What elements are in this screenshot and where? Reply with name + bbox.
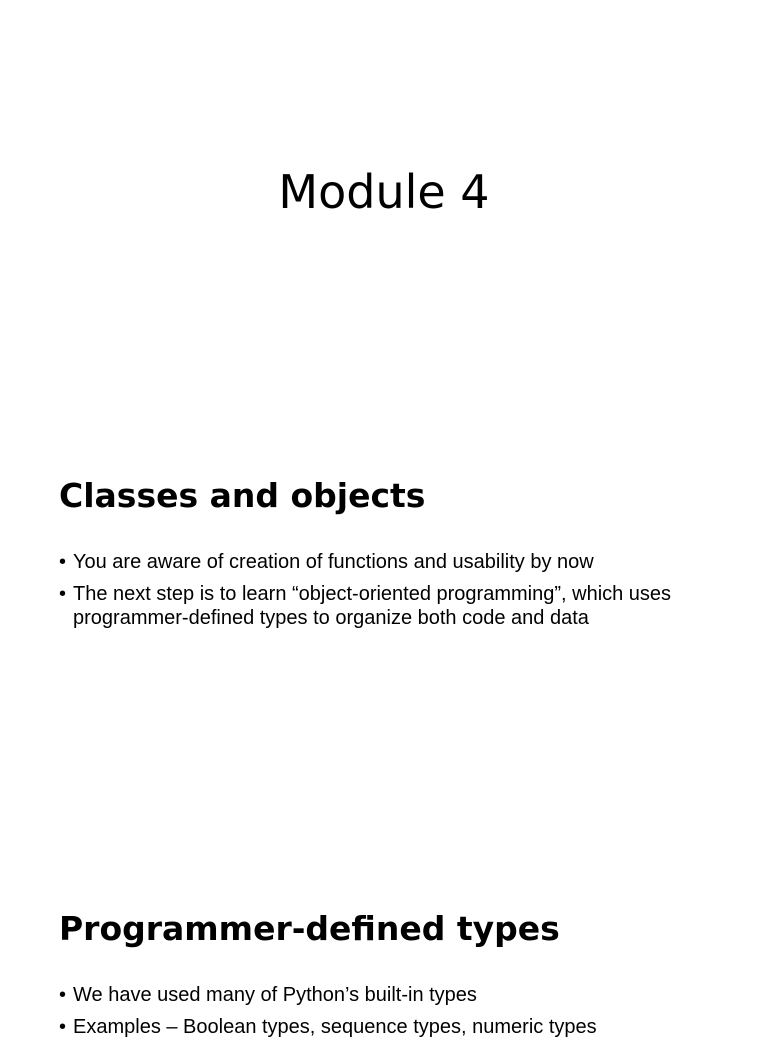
module-title: Module 4 <box>278 165 490 219</box>
list-item <box>59 582 719 630</box>
list-item <box>59 1015 719 1039</box>
classes-objects-bullet-list <box>59 550 719 638</box>
list-item <box>59 550 719 574</box>
bullet-icon: • <box>59 583 67 605</box>
classes-objects-heading: Classes and objects <box>59 476 426 515</box>
programmer-types-heading: Programmer-defined types <box>59 909 560 948</box>
programmer-types-bullet-list <box>59 983 719 1047</box>
bullet-text: We have used many of Python’s built-in types <box>73 984 477 1006</box>
bullet-text: Examples – Boolean types, sequence types, numeric types <box>73 1016 597 1038</box>
bullet-text: The next step is to learn “object-oriented programming”, which uses programmer-defined types to organize both code and data <box>73 583 672 629</box>
bullet-icon: • <box>59 984 67 1006</box>
bullet-text: You are aware of creation of functions and usability by now <box>73 551 594 573</box>
list-item <box>59 983 719 1007</box>
bullet-icon: • <box>59 551 67 573</box>
title-slide <box>0 0 768 432</box>
bullet-icon: • <box>59 1016 67 1038</box>
